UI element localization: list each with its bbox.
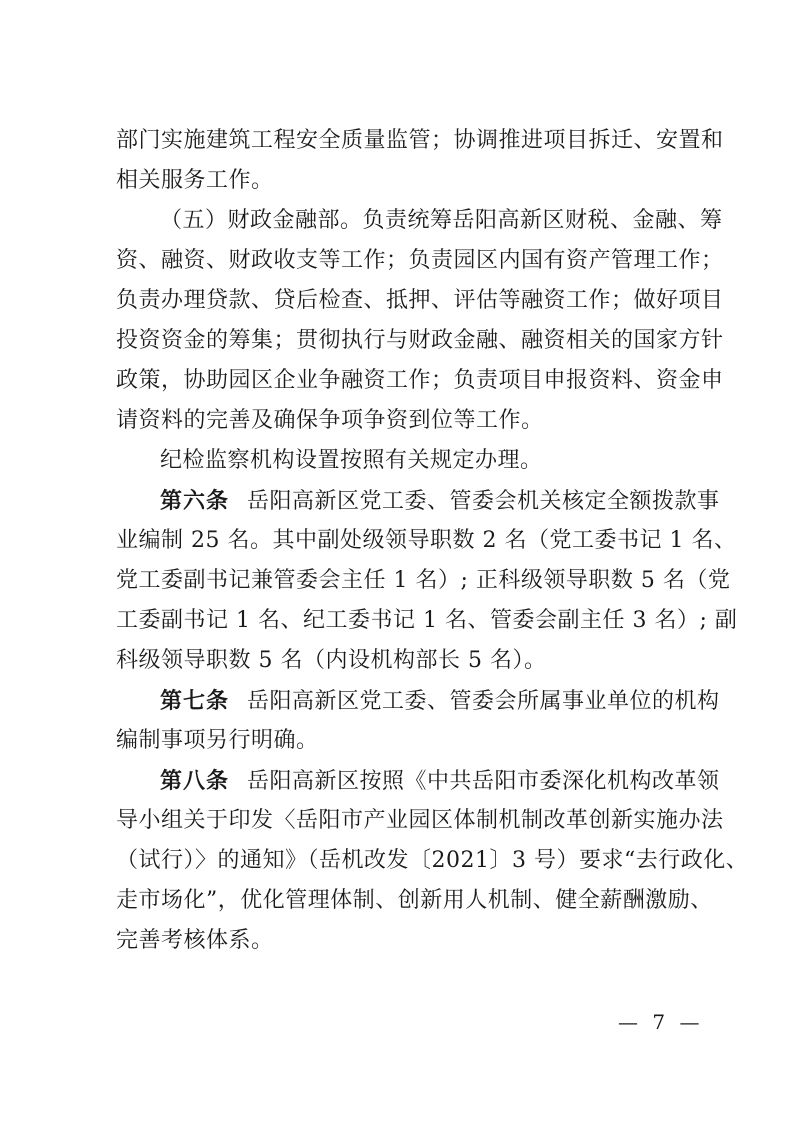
text-line <box>116 481 720 521</box>
text-line: 编制事项另行明确。 <box>116 728 319 753</box>
text-segment: 岳阳高新区党工委、管委会机关核定全额拨款事 <box>247 489 720 514</box>
text-line: 业编制 25 名。其中副处级领导职数 2 名（党工委书记 1 名、 <box>116 528 737 553</box>
text-line: 导小组关于印发〈岳阳市产业园区体制机制改革创新实施办法 <box>116 808 724 833</box>
text-line <box>116 681 720 721</box>
text-line: （五）财政金融部。负责统筹岳阳高新区财税、金融、筹 <box>160 208 723 233</box>
page-number: — 7 — <box>618 1010 704 1034</box>
text-line: 完善考核体系。 <box>116 928 274 953</box>
article-six <box>116 481 738 681</box>
paragraph-discipline-inspection <box>116 441 684 481</box>
text-line: 工委副书记 1 名、纪工委书记 1 名、管委会副主任 3 名）; 副 <box>116 608 738 633</box>
text-line: 走市场化”，优化管理体制、创新用人机制、健全薪酬激励、 <box>116 888 713 913</box>
article-eight <box>116 761 749 961</box>
text-line: 政策，协助园区企业争融资工作；负责项目申报资料、资金申 <box>116 368 724 393</box>
text-line: 资、融资、财政收支等工作；负责园区内国有资产管理工作； <box>116 248 724 273</box>
text-line: 请资料的完善及确保争项争资到位等工作。 <box>116 408 544 433</box>
article-heading: 第六条 <box>160 488 230 514</box>
article-heading: 第八条 <box>160 768 230 794</box>
paragraph-construction-continuation <box>116 121 724 201</box>
text-line: （试行）〉的通知》（岳机改发〔2021〕3 号）要求“去行政化、 <box>116 848 749 873</box>
document-body <box>116 121 749 961</box>
article-heading: 第七条 <box>160 688 230 714</box>
paragraph-finance-department <box>116 201 724 441</box>
text-line: 负责办理贷款、贷后检查、抵押、评估等融资工作；做好项目 <box>116 288 724 313</box>
text-line: 科级领导职数 5 名（内设机构部长 5 名）。 <box>116 648 547 673</box>
text-line <box>116 761 720 801</box>
text-line: 部门实施建筑工程安全质量监管；协调推进项目拆迁、安置和 <box>116 128 724 153</box>
text-line: 相关服务工作。 <box>116 168 274 193</box>
text-segment: 岳阳高新区按照《中共岳阳市委深化机构改革领 <box>247 769 720 794</box>
text-line: 党工委副书记兼管委会主任 1 名）; 正科级领导职数 5 名（党 <box>116 568 731 593</box>
article-seven <box>116 681 720 761</box>
text-segment: 岳阳高新区党工委、管委会所属事业单位的机构 <box>247 689 720 714</box>
text-line: 纪检监察机构设置按照有关规定办理。 <box>160 448 543 473</box>
text-line: 投资资金的筹集；贯彻执行与财政金融、融资相关的国家方针 <box>116 328 724 353</box>
